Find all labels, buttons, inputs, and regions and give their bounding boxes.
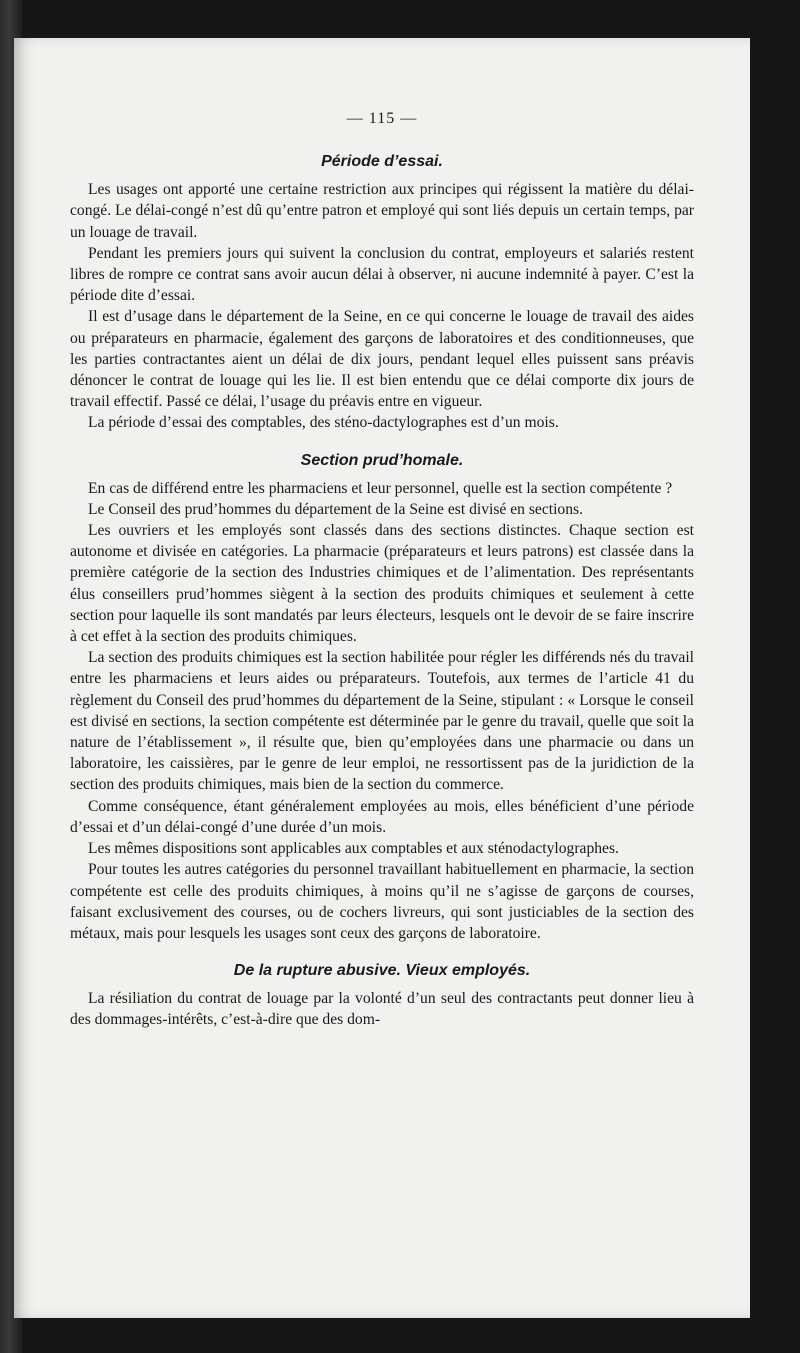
paragraph: Les mêmes dispositions sont applicables aux comptables et aux sténodactylographes. [88,840,619,858]
paragraph: Il est d’usage dans le département de la Seine, en ce qui concerne le louage de travail des aides ou préparateurs en pharmacie, également des garçons de laboratoires et des conditionneuses, que les parties contractantes aient un délai de dix jours, pendant lequel elles puissent sans préavis dénoncer le contrat de louage qui les lie. Il est bien entendu que ce délai comporte dix jours de travail effectif. Passé ce délai, l’usage du préavis entre en vigueur. [70,308,694,411]
section-title-prudhomale: Section prud’homale. [300,451,464,469]
page-number: — 115 — [346,110,418,127]
paragraph: Le Conseil des prud’hommes du département de la Seine est divisé en sections. [88,500,583,518]
paragraph: Les ouvriers et les employés sont classés dans des sections distinctes. Chaque section est autonome et divisée en catégories. La pharmacie (préparateurs et leurs patrons) est classée dans la première catégorie de la section des Industries chimiques et de l’alimentation. Des représentants élus conseillers prud’hommes siègent à la section des produits chimiques et seulement à cette section pour laquelle ils sont mandatés par leurs électeurs, lesquels ont le devoir de se faire inscrire à cet effet à la section des produits chimiques. [70,522,694,646]
paragraph: La section des produits chimiques est la section habilitée pour régler les différends nés du travail entre les pharmaciens et leurs aides ou préparateurs. Toutefois, aux termes de l’article 41 du règlement du Conseil des prud’hommes du département de la Seine, stipulant : « Lorsque le conseil est divisé en sections, la section compétente est déterminée par le genre du travail, quelle que soit la nature de l’établissement », il résulte que, bien qu’employées dans une pharmacie ou dans un laboratoire, les caissières, par le genre de leur emploi, ne ressortissent pas de la juridiction de la section des produits chimiques, mais bien de la section du commerce. [70,649,694,794]
paragraph: Pendant les premiers jours qui suivent la conclusion du contrat, employeurs et salariés restent libres de rompre ce contrat sans avoir aucun délai à observer, ni aucune indemnité à payer. C’est la période dite d’essai. [70,244,694,305]
paragraph: Les usages ont apporté une certaine restriction aux principes qui régissent la matière du délai-congé. Le délai-congé n’est dû qu’entre patron et employé qui sont liés depuis un certain temps, par un louage de travail. [70,181,694,241]
paragraph: En cas de différend entre les pharmaciens et leur personnel, quelle est la section compétente ? [88,479,673,497]
paragraph: Pour toutes les autres catégories du personnel travaillant habituellement en pharmacie, la section compétente est celle des produits chimiques, à moins qu’il ne s’agisse de garçons de courses, faisant exclusivement des courses, ou de cochers livreurs, qui sont justiciables de la section des métaux, mais pour lesquels les usages sont ceux des garçons de laboratoire. [70,861,694,942]
paragraph: La période d’essai des comptables, des sténo-dactylographes est d’un mois. [88,414,559,432]
page-content [70,108,694,1031]
paragraph: La résiliation du contrat de louage par la volonté d’un seul des contractants peut donner lieu à des dommages-intérêts, c’est-à-dire que des dom- [70,990,694,1029]
section-title-periode-essai: Période d’essai. [321,153,443,171]
paragraph: Comme conséquence, étant généralement employées au mois, elles bénéficient d’une période d’essai et d’un délai-congé d’une durée d’un mois. [70,797,694,836]
section-title-rupture-abusive: De la rupture abusive. Vieux employés. [233,962,531,980]
book-page [14,38,750,1318]
